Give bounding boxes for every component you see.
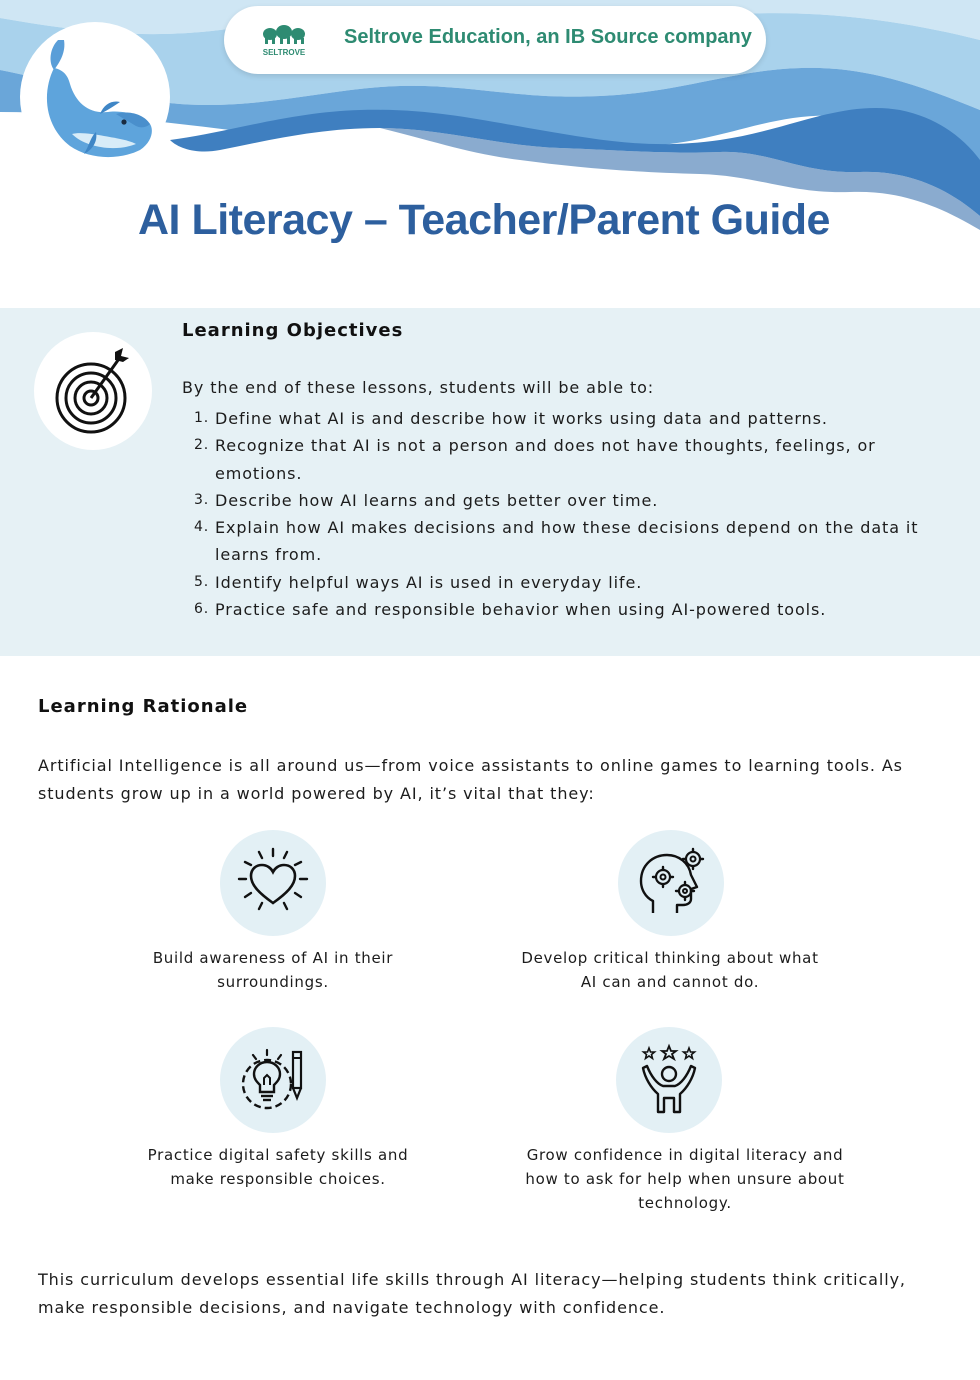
list-item: 6. Practice safe and responsible behavior when using AI-powered tools.	[194, 600, 827, 620]
rationale-heading: Learning Rationale	[38, 696, 249, 717]
brand-banner	[224, 6, 766, 74]
awareness-caption: Build awareness of AI in their surroundings.	[152, 949, 394, 991]
awareness-icon-badge	[220, 830, 326, 936]
confidence-icon-badge	[616, 1027, 722, 1133]
objectives-heading: Learning Objectives	[182, 320, 404, 341]
page-title: AI Literacy – Teacher/Parent Guide	[138, 196, 830, 244]
digital-safety-icon-badge	[220, 1027, 326, 1133]
elephant-logo-icon	[260, 22, 308, 58]
list-item: 2. Recognize that AI is not a person and does not have thoughts, feelings, or emotions.	[194, 436, 876, 483]
head-gears-icon	[633, 845, 709, 921]
dolphin-mascot	[20, 22, 170, 172]
lightbulb-gear-pencil-icon	[235, 1042, 311, 1118]
critical-thinking-icon-badge	[618, 830, 724, 936]
glowing-heart-icon	[235, 845, 311, 921]
list-item: 1. Define what AI is and describe how it works using data and patterns.	[194, 409, 828, 428]
celebrating-person-icon	[631, 1042, 707, 1118]
company-name: Seltrove Education, an IB Source company	[344, 26, 752, 48]
confidence-caption: Grow confidence in digital literacy and how to ask for help when unsure about technology.	[525, 1146, 845, 1212]
rationale-intro: Artificial Intelligence is all around us—from voice assistants to online games to learning tools. As students grow up in a world powered by AI, it’s vital that they:	[38, 756, 903, 803]
list-item: 4. Explain how AI makes decisions and how these decisions depend on the data it learns from.	[194, 518, 919, 565]
critical-thinking-caption: Develop critical thinking about what AI can and cannot do.	[521, 949, 819, 991]
closing-paragraph: This curriculum develops essential life skills through AI literacy—helping students think critically, make responsible decisions, and navigate technology with confidence.	[38, 1270, 906, 1317]
list-item: 3. Describe how AI learns and gets better over time.	[194, 490, 659, 510]
logo-wordmark: SELTROVE	[262, 48, 306, 57]
list-item: 5. Identify helpful ways AI is used in everyday life.	[194, 572, 643, 592]
digital-safety-caption: Practice digital safety skills and make responsible choices.	[147, 1146, 409, 1188]
dolphin-icon	[20, 22, 170, 172]
objectives-intro: By the end of these lessons, students will be able to:	[182, 378, 655, 397]
target-icon-badge	[34, 332, 152, 450]
objectives-list	[182, 405, 952, 623]
target-icon	[53, 346, 133, 436]
